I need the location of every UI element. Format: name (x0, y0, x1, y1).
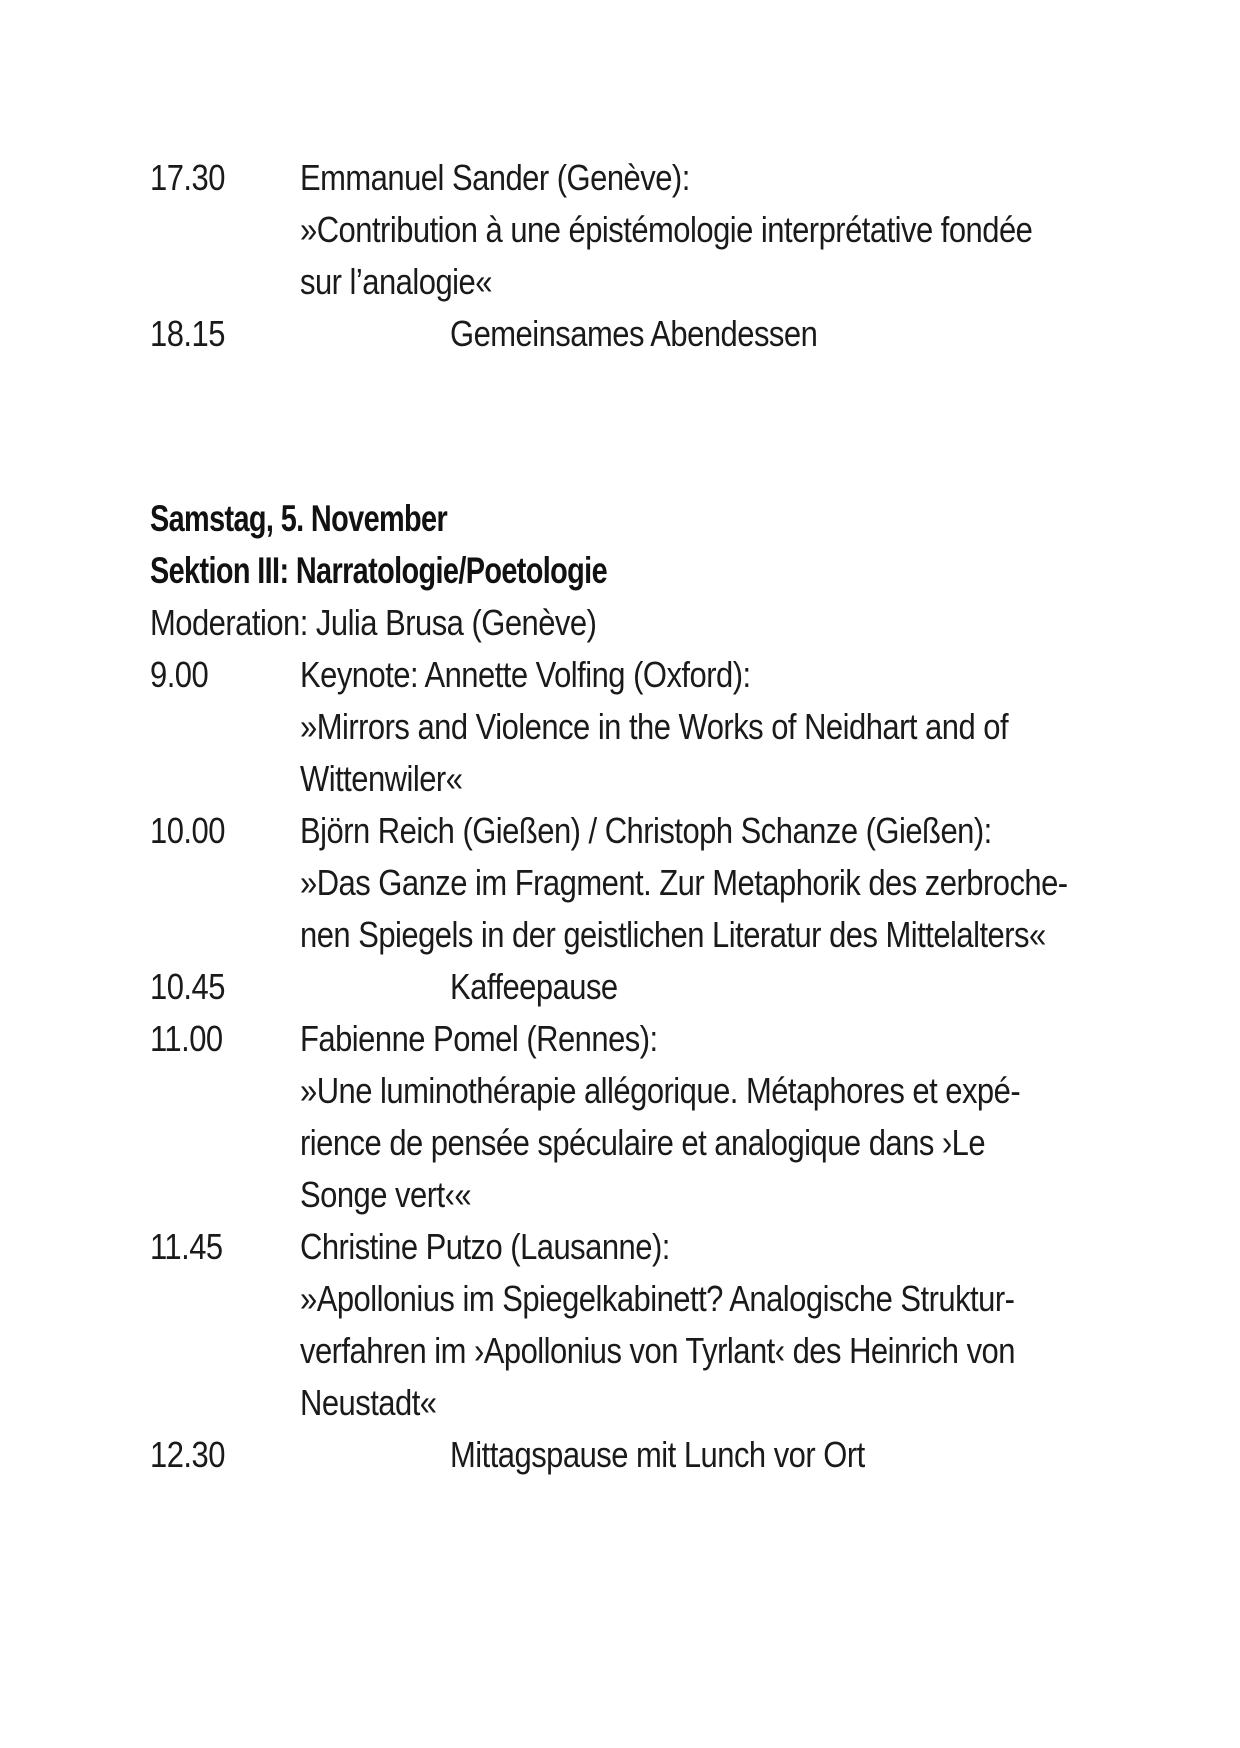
program-entry (150, 152, 1110, 308)
entry-title-line: »Das Ganze im Fragment. Zur Metaphorik des zerbroche- (300, 862, 1068, 903)
section-heading: Sektion III: Narratologie/Poetologie (150, 550, 608, 591)
entry-title-line: Songe vert‹« (300, 1174, 472, 1215)
entry-time: 9.00 (150, 654, 209, 695)
entry-title-line: verfahren im ›Apollonius von Tyrlant‹ des Heinrich von (300, 1330, 1015, 1371)
program-page (150, 152, 1110, 1481)
entry-title-line: rience de pensée spéculaire et analogique dans ›Le (300, 1122, 986, 1163)
entry-title-line: »Apollonius im Spiegelkabinett? Analogische Struktur- (300, 1278, 1015, 1319)
program-entry (150, 1013, 1110, 1221)
entry-title-line: »Contribution à une épistémologie interprétative fondée (300, 209, 1033, 250)
entry-time: 11.00 (150, 1018, 223, 1059)
break-time: 18.15 (150, 313, 225, 354)
break-label: Kaffeepause (450, 966, 618, 1007)
program-entry (150, 1221, 1110, 1429)
moderation-line: Moderation: Julia Brusa (Genève) (150, 602, 597, 643)
program-break (150, 1429, 1110, 1481)
break-label: Mittagspause mit Lunch vor Ort (450, 1434, 865, 1475)
entry-time: 11.45 (150, 1226, 223, 1267)
entry-title-line: Wittenwiler« (300, 758, 463, 799)
program-entry (150, 805, 1110, 961)
break-time: 10.45 (150, 966, 225, 1007)
entry-title-line: »Mirrors and Violence in the Works of Neidhart and of (300, 706, 1009, 747)
break-time: 12.30 (150, 1434, 225, 1475)
day-heading: Samstag, 5. November (150, 498, 448, 539)
program-break (150, 308, 1110, 360)
entry-time: 17.30 (150, 157, 225, 198)
entry-title-line: »Une luminothérapie allégorique. Métaphores et expé- (300, 1070, 1021, 1111)
entry-speaker: Keynote: Annette Volfing (Oxford): (300, 654, 751, 695)
entry-title-line: Neustadt« (300, 1382, 437, 1423)
entry-speaker: Christine Putzo (Lausanne): (300, 1226, 670, 1267)
section-spacer (150, 360, 1110, 493)
entry-title-line: nen Spiegels in der geistlichen Literatur des Mittelalters« (300, 914, 1046, 955)
entry-speaker: Fabienne Pomel (Rennes): (300, 1018, 658, 1059)
program-break (150, 961, 1110, 1013)
entry-speaker: Emmanuel Sander (Genève): (300, 157, 690, 198)
entry-time: 10.00 (150, 810, 225, 851)
entry-title-line: sur l’analogie« (300, 261, 492, 302)
entry-speaker: Björn Reich (Gießen) / Christoph Schanze (Gießen): (300, 810, 992, 851)
program-entry (150, 649, 1110, 805)
break-label: Gemeinsames Abendessen (450, 313, 818, 354)
